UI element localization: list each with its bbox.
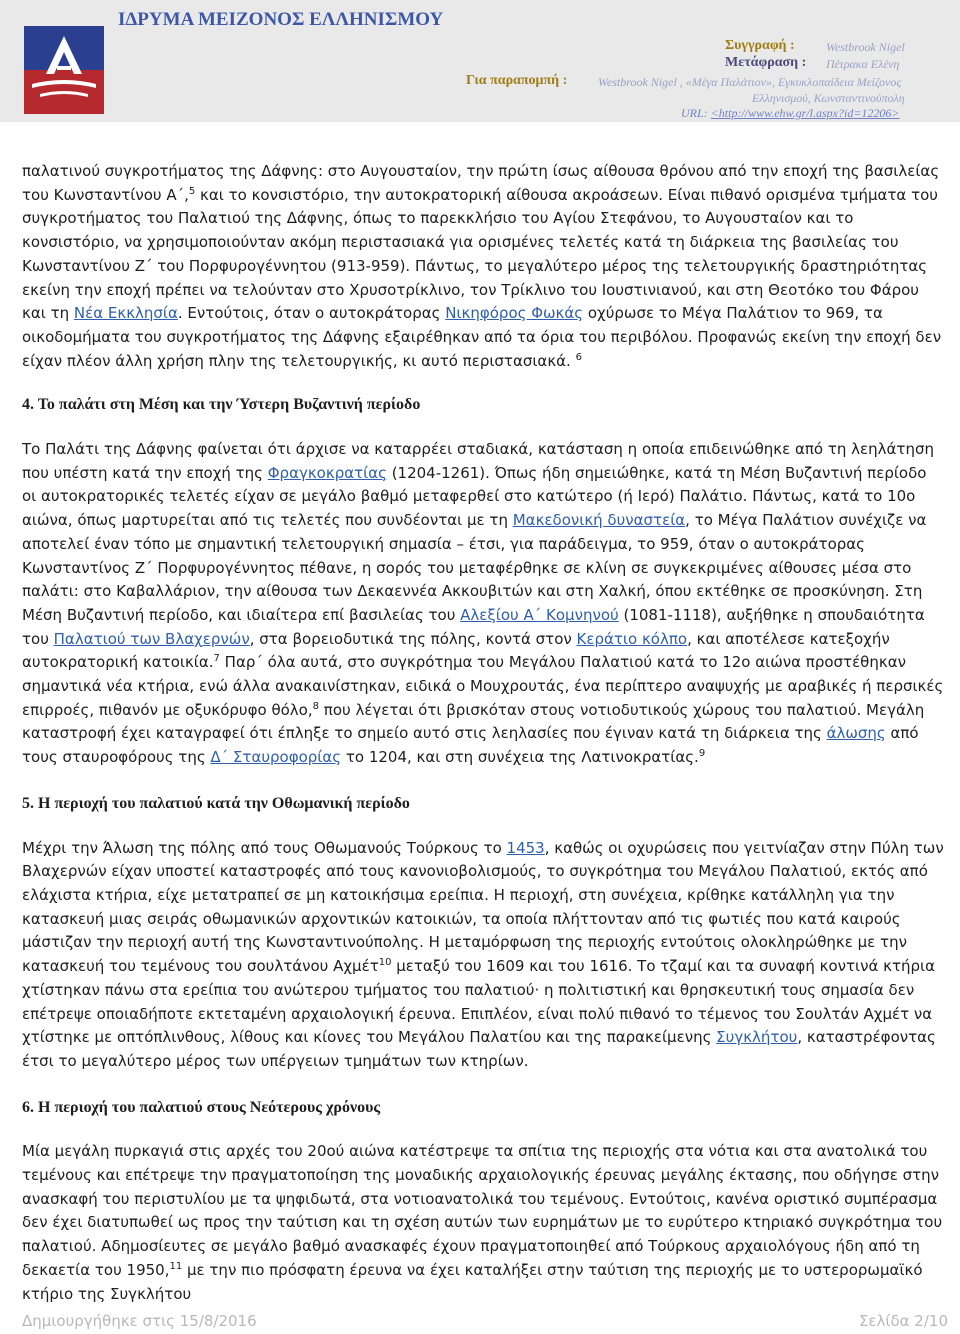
document-header [0,0,960,122]
footnote-ref-10[interactable]: 10 [378,957,392,969]
url-link[interactable]: <http://www.ehw.gr/l.aspx?id=12206> [710,106,900,120]
footnote-ref-9[interactable]: 9 [698,748,706,760]
link-synklitos[interactable]: Συγκλήτου [716,1028,798,1047]
footnote-ref-7[interactable]: 7 [213,653,220,665]
section-heading-4: 4. Το παλάτι στη Μέση και την Ύστερη Βυζαντινή περίοδο [22,396,421,414]
link-makedoniki-dynasteia[interactable]: Μακεδονική δυναστεία [512,511,686,530]
paragraph-2: Το Παλάτι της Δάφνης φαίνεται ότι άρχισε να καταρρέει σταδιακά, κατάσταση η οποία επιδεινώθηκε από τη λεηλάτηση που υπέστη κατά την εποχή της Φραγκοκρατίας (1204-1261). Όπως ήδη σημειώθηκε, κατά τη Μέση Βυζαντινή περίοδο οι αυτοκρατορικές τελετές είχαν σε μεγάλο βαθμό μεταφερθεί στο κατώτερο (ή Ιερό) Παλάτιο. Πάντως, κατά το 10ο αιώνα, όπως μαρτυρείται από τις τελετές που συνδέονται με τη Μακεδονική δυναστεία, το Μέγα Παλάτιον συνέχιζε να αποτελεί έναν τόπο με σημαντική τελετουργική σημασία – έτσι, για παράδειγμα, το 959, όταν ο αυτοκράτορας Κωνσταντίνος Ζ΄ Πορφυρογέννητος πέθανε, η σορός του μεταφέρθηκε σε κλίνη σε συγκεκριμένες αίθουσες μέσα στο παλάτι: στο Καβαλλάριον, την αίθουσα των Δεκαεννέα Ακκουβιτών και στη Χαλκή, όπου εκτέθηκε σε προσκύνηση. Στη Μέση Βυζαντινή περίοδο, και ιδιαίτερα επί βασιλείας του Αλεξίου Α΄ Κομνηνού (1081-1118), αυξήθηκε η σπουδαιότητα του Παλατιού των Βλαχερνών, στα βορειοδυτικά της πόλης, κοντά στον Κεράτιο κόλπο, και αποτέλεσε κατεξοχήν αυτοκρατορική κατοικία.$^7$ Παρ΄ όλα αυτά, στο συγκρότημα του Μεγάλου Παλατιού κατά το 12ο αιώνα προστέθηκαν σημαντικά νέα κτήρια, ενώ άλλα ανακαινίστηκαν, ειδικά ο Μουχρουτάς, ένα περίπτερο αναψυχής με αραβικές ή περσικές επιρροές, πιθανόν με οξυκόρυφο θόλο,$^8$ που λέγεται ότι βρισκόταν στους νοτιοδυτικούς χώρους του παλατιού. Μεγάλη καταστροφή έχει καταγραφεί ότι έπληξε το σημείο αυτό στις λεηλασίες που έγιναν κατά τη διάρκεια της άλωσης από τους σταυροφόρους της Δ΄ Σταυροφορίας το 1204, και στη συνέχεια της Λατινοκρατίας.$^9$ [22,440,944,767]
translation-label: Μετάφραση : [725,55,807,70]
translation-value: Πέτρακα Ελένη [826,57,900,71]
footnote-ref-6[interactable]: 6 [575,351,582,363]
citation-line1: Westbrook Nigel , «Μέγα Παλάτιον», Εγκυκλοπαίδεια Μείζονος [598,75,902,89]
paragraph-4: Μία μεγάλη πυρκαγιά στις αρχές του 20ού αιώνα κατέστρεψε τα σπίτια της περιοχής στα νότια και στα ανατολικά του τεμένους και επέτρεψε την πραγματοποίηση της μοναδικής αρχαιολογικής έρευνας μεγάλης έκτασης, που οδήγησε στην ανασκαφή του περιστυλίου με τα ψηφιδωτά, στα νοτιοανατολικά του τεμένους. Εντούτοις, κανένα οριστικό συμπέρασμα δεν έχει διατυπωθεί ως προς την ταύτιση και τη σχέση αυτών των ευρημάτων με το ευρύτερο κτηριακό συγκρότημα του παλατιού. Αδημοσίευτες σε μεγάλο βαθμό ανασκαφές έχουν πραγματοποιηθεί από Τούρκους αρχαιολόγους ήδη από τη δεκαετία του 1950,11 με την πιο πρόσφατη έρευνα να έχει καταλήξει στην ταύτιση της περιοχής με το υστερορωμαϊκό κτήριο της Συγκλήτου [22,1142,943,1303]
footnote-ref-8[interactable]: 8 [312,700,320,712]
page-number: Σελίδα 2/10 [858,1312,948,1330]
url-line [681,106,900,121]
created-date: Δημιουργήθηκε στις 15/8/2016 [22,1312,257,1330]
citation-line2: Ελληνισμού, Κωνσταντινούπολη [752,91,905,105]
author-label: Συγγραφή : [725,38,795,53]
link-nikiforos-fokas[interactable]: Νικηφόρος Φωκάς [445,304,584,323]
paragraph-3: Μέχρι την Άλωση της πόλης από τους Οθωμανούς Τούρκους το 1453, καθώς οι οχυρώσεις που γειτνίαζαν στην Πύλη των Βλαχερνών είχαν υποστεί καταστροφές από τους κανονιοβολισμούς, το συγκρότημα του Μεγάλου Παλατιού, εκτός από ελάχιστα κτήρια, είχε μετατραπεί σε μη κατοικήσιμα ερείπια. Η περιοχή, στη συνέχεια, κρίθηκε κατάλληλη για την κατασκευή μιας σειράς οθωμανικών αρχοντικών κατοικιών, τα οποία πλήττονταν από τις φωτιές που κατά καιρούς μάστιζαν την περιοχή αυτή της Κωνσταντινούπολης. Η μεταμόρφωση της περιοχής εντούτοις ολοκληρώθηκε με την κατασκευή του τεμένους του σουλτάνου Αχμέτ$^{10}$ μεταξύ του 1609 και του 1616. Το τζαμί και τα συναφή κοντινά κτήρια χτίστηκαν πάνω στα ερείπια του ανώτερου τμήματος του παλατιού· η πολιτιστική και θρησκευτική τους σημασία δεν επέτρεψε οποιαδήποτε εκτεταμένη αρχαιολογική έρευνα. Επιπλέον, είναι πολύ πιθανό το τέμενος του Σουλτάν Αχμέτ να χτίστηκε με οπτόπλινθους, λίθους και κίονες του Μεγάλου Παλατίου και της παρακείμενης Συγκλήτου, καταστρέφοντας έτσι το μεγαλύτερο μέρος των υπέργειων τμημάτων των κτηρίων. [22,838,944,1070]
link-keratio-kolpo[interactable]: Κεράτιο κόλπο [576,629,688,648]
foundation-logo-icon [24,26,104,114]
link-d-stavroforia[interactable]: Δ΄ Σταυροφορίας [210,748,342,767]
link-1453[interactable]: 1453 [506,838,545,857]
section-heading-5: 5. Η περιοχή του παλατιού κατά την Οθωμανική περίοδο [22,794,410,812]
link-alosi[interactable]: άλωσης [826,724,886,743]
article-body [22,160,944,1306]
link-nea-ekklisia[interactable]: Νέα Εκκλησία [73,304,178,323]
url-label: URL: [681,106,708,120]
paragraph-1: παλατινού συγκροτήματος της Δάφνης: στο Αυγουσταίον, την πρώτη ίσως αίθουσα θρόνου από την εποχή της βασιλείας του Κωνσταντίνου Α΄,$^5$ και το κονσιστόριο, την αυτοκρατορική αίθουσα ακροάσεων. Είναι πιθανό ορισμένα τμήματα του συγκροτήματος του Παλατιού της Δάφνης, όπως το παρεκκλήσιο του Αγίου Στεφάνου, το Αυγουσταίον και το κονσιστόριο, να χρησιμοποιούνταν ακόμη περιστασιακά για ορισμένες τελετές κατά τη διάρκεια της βασιλείας του Κωνσταντίνου Ζ΄ του Πορφυρογέννητου (913-959). Πάντως, το μεγαλύτερο μέρος της τελετουργικής δραστηριότητας εκείνη την εποχή πρέπει να τελούνταν στο Χρυσοτρίκλινο, τον Τρίκλινο του Ιουστινιανού, και στη Θεοτόκο του Φάρου και τη Νέα Εκκλησία. Εντούτοις, όταν ο αυτοκράτορας Νικηφόρος Φωκάς οχύρωσε το Μέγα Παλάτιον το 969, τα οικοδομήματα του συγκροτήματος της Δάφνης εξαιρέθηκαν από τα όρια του περιβόλου. Προφανώς εκείνη την εποχή δεν είχαν πλέον άλλη χρήση πλην της τελετουργικής, κι αυτό περιστασιακά. $^6$ [22,162,942,370]
citation-label: Για παραπομπή : [466,73,568,88]
link-fragkokratia[interactable]: Φραγκοκρατίας [267,463,387,482]
footnote-ref-5[interactable]: 5 [188,185,196,197]
author-value: Westbrook Nigel [826,40,905,54]
link-palati-vlachernon[interactable]: Παλατιού των Βλαχερνών [53,629,250,648]
link-alexios-komninos[interactable]: Αλεξίου Α΄ Κομνηνού [460,605,619,624]
section-heading-6: 6. Η περιοχή του παλατιού στους Νεότερους χρόνους [22,1098,381,1116]
footnote-ref-11[interactable]: 11 [169,1260,183,1272]
org-title: ΙΔΡΥΜΑ ΜΕΙΖΟΝΟΣ ΕΛΛΗΝΙΣΜΟΥ [118,9,444,30]
